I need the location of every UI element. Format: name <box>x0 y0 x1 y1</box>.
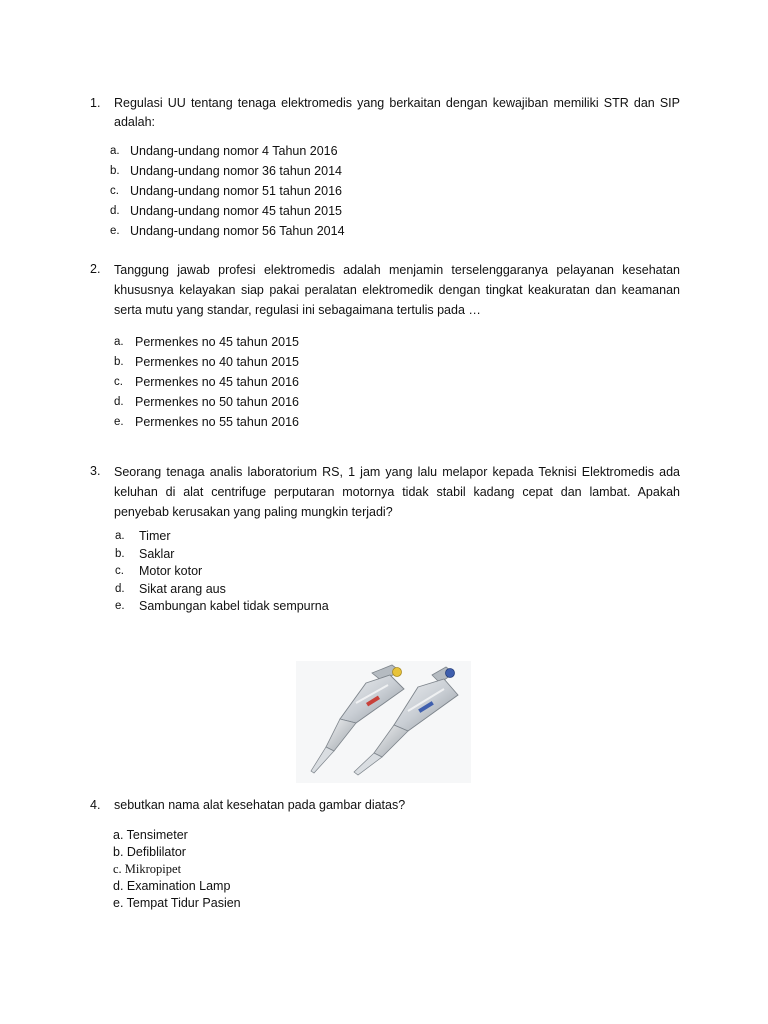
option-letter: d. <box>110 205 120 217</box>
option-letter: b. <box>110 165 120 177</box>
option-letter: c. <box>115 565 124 577</box>
question-2-header <box>90 260 680 320</box>
answer-option: a. Tensimeter <box>113 828 188 842</box>
answer-option <box>115 598 680 616</box>
option-letter: d. <box>114 396 124 408</box>
option-text: Undang-undang nomor 45 tahun 2015 <box>130 204 342 218</box>
option-letter: e. <box>114 416 124 428</box>
option-letter: a. <box>114 336 124 348</box>
option-text: Undang-undang nomor 36 tahun 2014 <box>130 164 342 178</box>
option-letter: c. <box>110 185 119 197</box>
answer-option: c. Mikropipet <box>113 862 182 876</box>
option-text: Permenkes no 45 tahun 2016 <box>135 375 300 389</box>
question-number: 1. <box>90 96 101 110</box>
question-text: Seorang tenaga analis laboratorium RS, 1 jam yang lalu melapor kepada Teknisi Elektromedis ada keluhan di alat centrifuge perputaran motornya tidak stabil kadang cepat dan lambat. Apakah penyebab kerusakan yang paling mungkin terjadi? <box>114 465 680 519</box>
option-letter: a. <box>115 530 125 542</box>
option-text: Permenkes no 55 tahun 2016 <box>135 415 300 429</box>
option-text: Sambungan kabel tidak sempurna <box>139 599 329 613</box>
answer-option: e. Tempat Tidur Pasien <box>113 896 241 910</box>
option-text: Permenkes no 45 tahun 2015 <box>135 335 300 349</box>
option-text: Sikat arang aus <box>139 581 226 596</box>
option-letter: e. <box>115 600 125 612</box>
question-number: 4. <box>90 798 101 812</box>
option-text: Saklar <box>139 546 175 561</box>
option-letter: d. <box>115 582 125 595</box>
answer-option <box>110 161 680 181</box>
answer-option <box>114 392 680 412</box>
micropipette-image <box>296 661 471 783</box>
micropipette-icon <box>296 661 471 783</box>
question-text: Tanggung jawab profesi elektromedis adalah menjamin terselenggaranya pelayanan kesehatan khususnya kelayakan siap pakai peralatan elektromedik dengan tingkat keakuratan dan keamanan serta mutu yang standar, regulasi ini sebagaimana tertulis pada … <box>114 263 680 317</box>
question-text: Regulasi UU tentang tenaga elektromedis yang berkaitan dengan kewajiban memiliki STR dan SIP adalah: <box>114 96 680 129</box>
option-letter: b. <box>114 356 124 368</box>
option-text: Timer <box>139 529 171 543</box>
question-4-header <box>90 796 680 815</box>
question-text: sebutkan nama alat kesehatan pada gambar diatas? <box>114 798 406 812</box>
answer-option <box>110 181 680 201</box>
answer-option: d. Examination Lamp <box>113 879 231 893</box>
answer-options <box>90 528 680 616</box>
answer-option: b. Defiblilator <box>113 845 186 859</box>
question-number: 3. <box>90 464 101 478</box>
question-3 <box>90 462 680 616</box>
answer-option <box>110 201 680 221</box>
option-text: Motor kotor <box>139 564 203 578</box>
answer-option <box>110 221 680 241</box>
answer-options <box>90 827 680 912</box>
answer-option <box>114 412 680 432</box>
question-4 <box>90 796 680 912</box>
answer-options <box>90 141 680 241</box>
answer-option <box>115 581 680 599</box>
option-text: Undang-undang nomor 4 Tahun 2016 <box>130 144 338 158</box>
option-text: Undang-undang nomor 51 tahun 2016 <box>130 184 342 198</box>
option-text: Undang-undang nomor 56 Tahun 2014 <box>130 224 345 238</box>
answer-options <box>90 332 680 432</box>
answer-option <box>115 546 680 564</box>
option-letter: e. <box>110 225 120 237</box>
option-letter: b. <box>115 547 125 560</box>
option-text: Permenkes no 40 tahun 2015 <box>135 355 300 369</box>
answer-option <box>114 352 680 372</box>
answer-option <box>114 332 680 352</box>
question-number: 2. <box>90 262 101 276</box>
question-1 <box>90 94 680 241</box>
question-3-header <box>90 462 680 522</box>
question-1-header <box>90 94 680 132</box>
option-text: Permenkes no 50 tahun 2016 <box>135 395 300 409</box>
answer-option <box>114 372 680 392</box>
pipette-left <box>311 665 404 773</box>
option-letter: c. <box>114 376 123 388</box>
answer-option <box>115 528 680 546</box>
answer-option <box>115 563 680 581</box>
question-2 <box>90 260 680 432</box>
option-letter: a. <box>110 145 120 157</box>
answer-option <box>110 141 680 161</box>
